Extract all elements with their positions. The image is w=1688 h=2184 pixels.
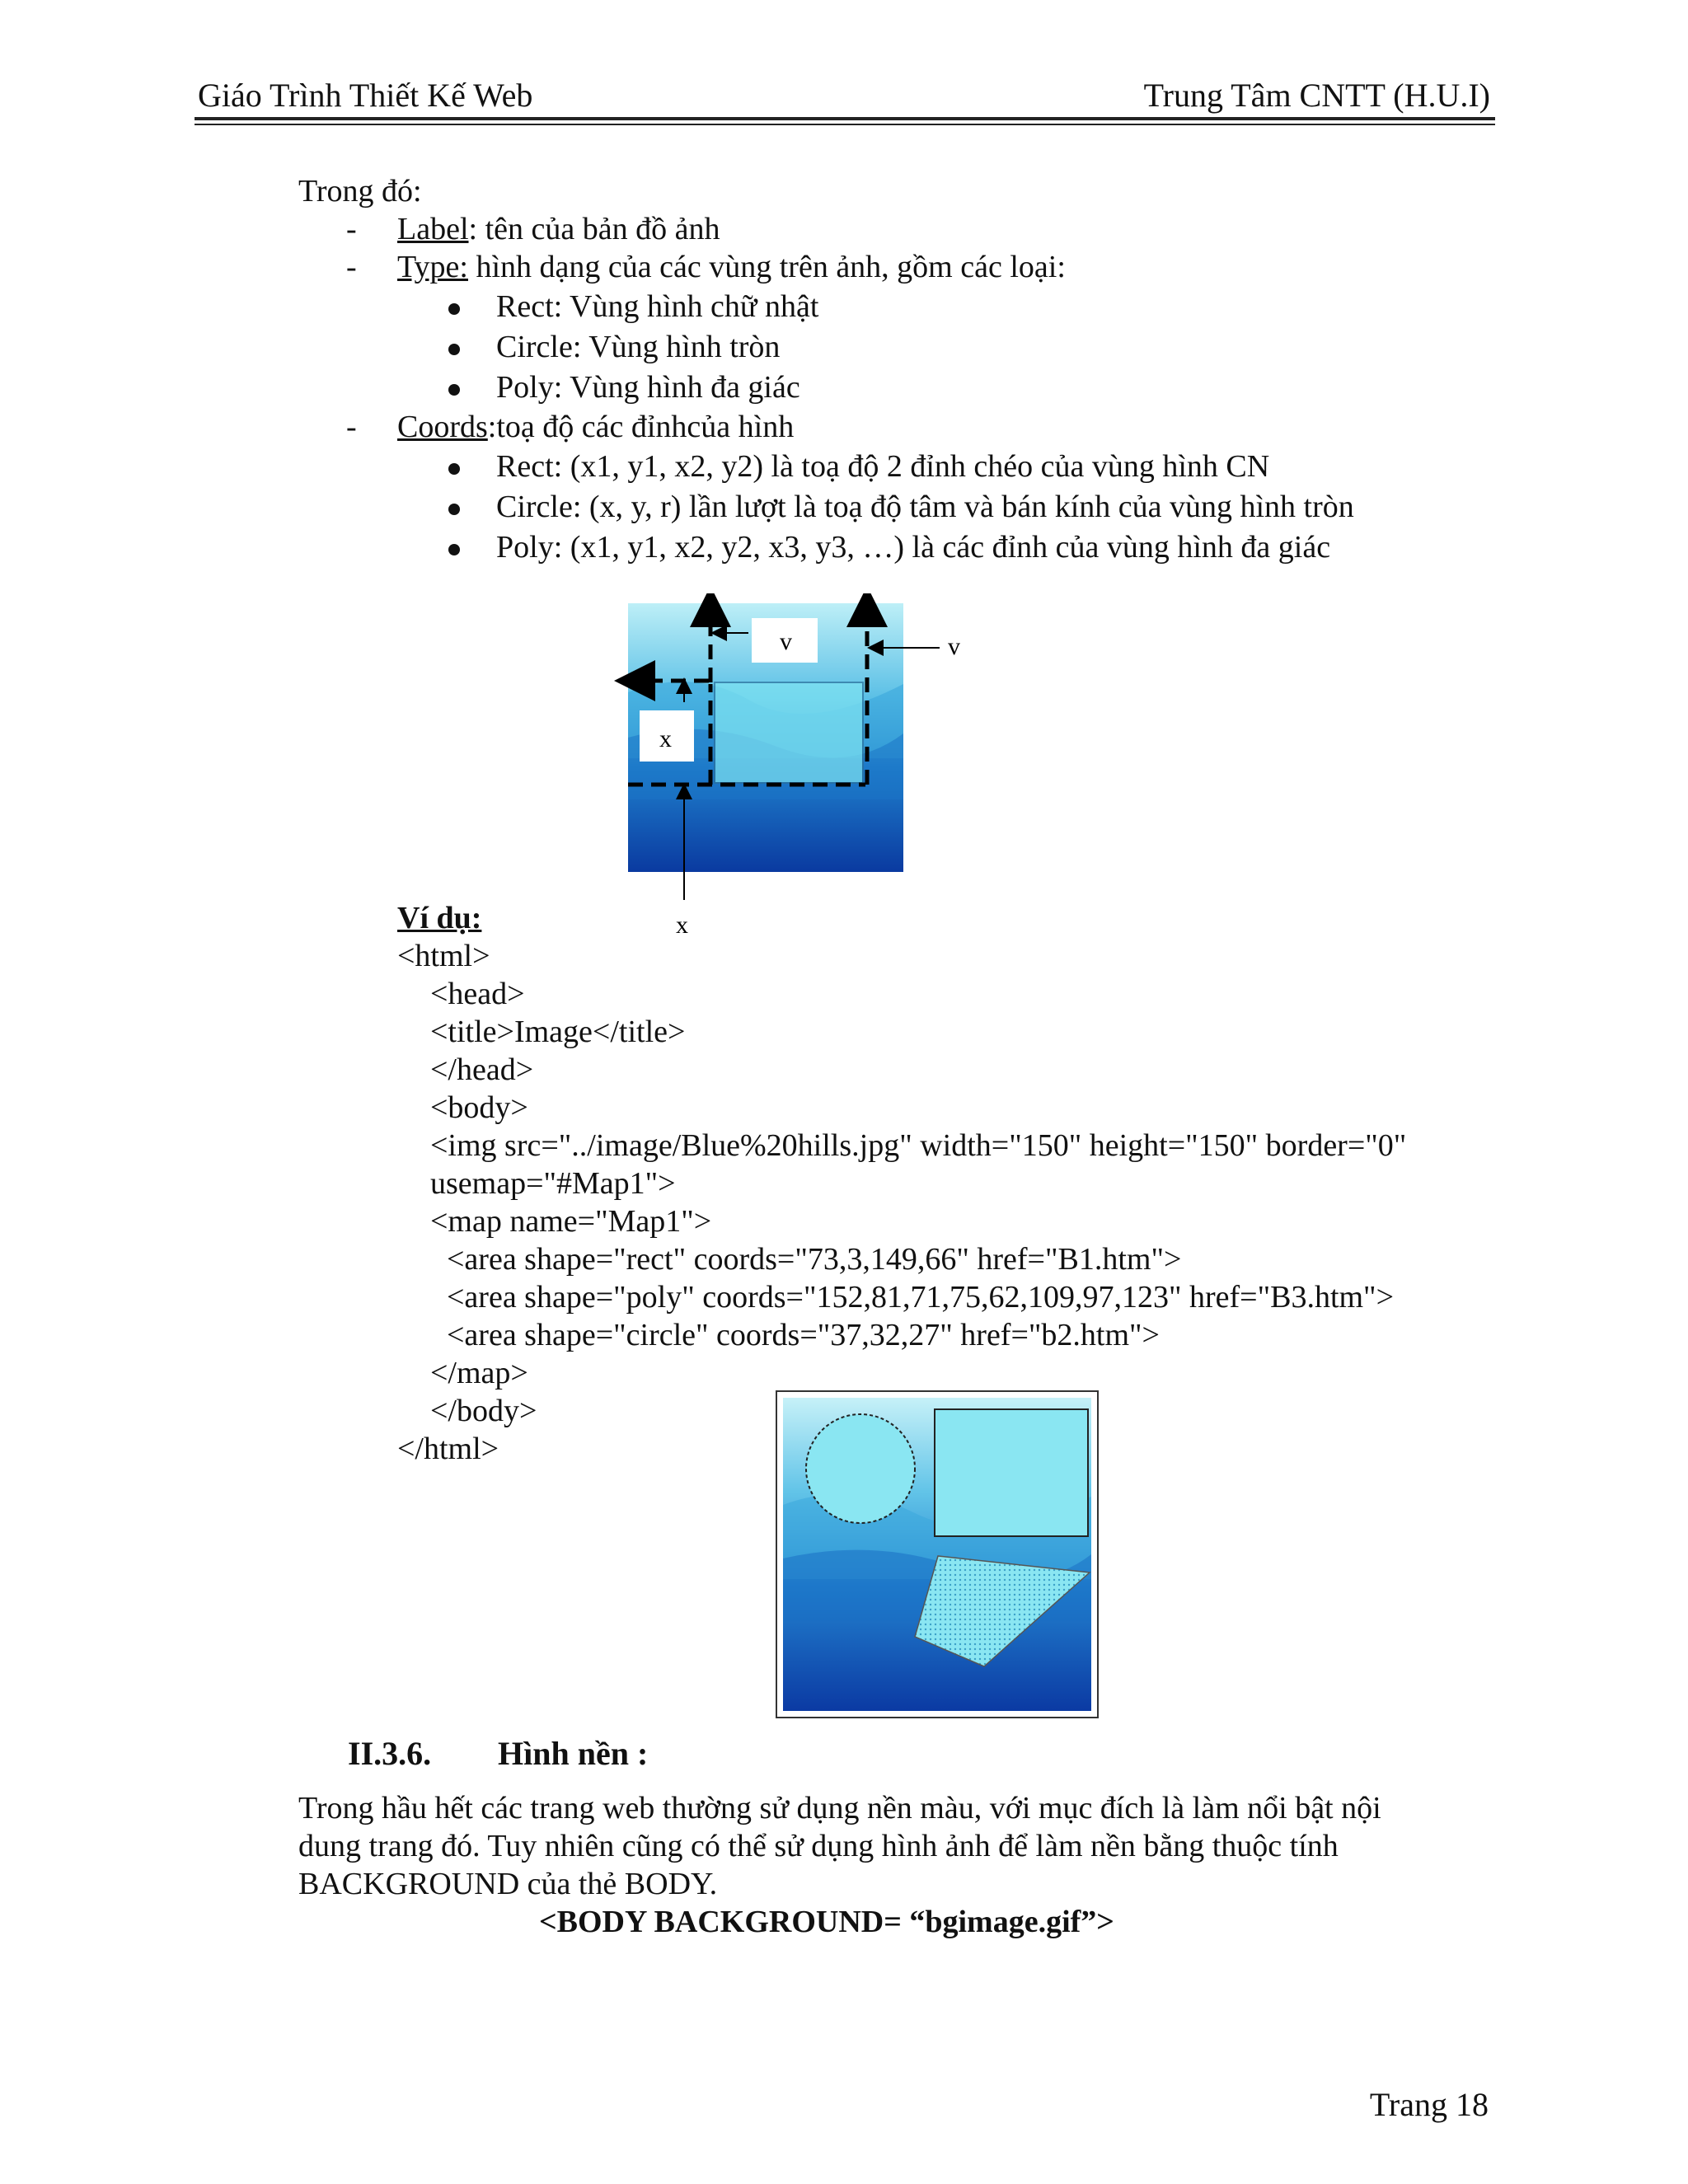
desc-coords: :toạ độ các đỉnhcủa hình [487,410,795,444]
paragraph-line: BACKGROUND của thẻ BODY. [298,1867,718,1901]
bullet-dot [448,504,460,515]
section-title: Hình nền : [498,1735,649,1772]
code-line: </html> [397,1432,499,1466]
item-type [397,251,1066,285]
page-number: Trang 18 [1369,2086,1489,2123]
code-line: <img src="../image/Blue%20hills.jpg" width="150" height="150" border="0" [430,1128,1407,1163]
coords-bullet-circle: Circle: (x, y, r) lần lượt là toạ độ tâm và bán kính của vùng hình tròn [496,490,1354,524]
code-example: <BODY BACKGROUND= “bgimage.gif”> [539,1905,1114,1939]
coords-bullet-poly: Poly: (x1, y1, x2, y2, x3, y3, …) là các đỉnh của vùng hình đa giác [496,530,1331,565]
bullet-dot [448,463,460,475]
dash-coords: - [346,410,357,444]
code-line: <head> [430,977,525,1011]
code-line: <title>Image</title> [430,1015,686,1049]
imagemap-figure [775,1390,1100,1719]
example-label: Ví dụ: [397,901,482,935]
code-line: usemap="#Map1"> [430,1166,676,1201]
header-divider-thin [195,124,1495,125]
desc-type: hình dạng của các vùng trên ảnh, gồm các loại: [467,250,1066,284]
type-bullet-rect: Rect: Vùng hình chữ nhật [496,289,819,324]
section-number: II.3.6. [348,1735,432,1772]
item-coords [397,410,794,445]
code-line: </map> [430,1356,528,1390]
term-label: Label [397,212,469,246]
header-left: Giáo Trình Thiết Kế Web [198,77,533,114]
code-line: <body> [430,1090,528,1125]
circle-region [806,1414,915,1523]
coords-bullet-rect: Rect: (x1, y1, x2, y2) là toạ độ 2 đỉnh chéo của vùng hình CN [496,449,1270,484]
code-line: <area shape="circle" coords="37,32,27" href="b2.htm"> [447,1318,1160,1352]
header-divider [195,117,1495,120]
dash-label: - [346,212,357,246]
coords-diagram [610,593,989,940]
paragraph-line: Trong hầu hết các trang web thường sử dụng nền màu, với mục đích là làm nổi bật nội [298,1791,1381,1825]
bullet-dot [448,384,460,396]
rect-region [715,682,863,783]
code-line: <area shape="poly" coords="152,81,71,75,62,109,97,123" href="B3.htm"> [447,1280,1394,1315]
bullet-dot [448,303,460,315]
term-type: Type: [397,250,468,284]
label-x-outer: x [676,912,688,939]
label-x-inner: x [659,725,672,752]
label-y-inner: v [780,628,792,655]
code-line: <area shape="rect" coords="73,3,149,66" href="B1.htm"> [447,1242,1182,1277]
paragraph-line: dung trang đó. Tuy nhiên cũng có thể sử dụng hình ảnh để làm nền bằng thuộc tính [298,1829,1339,1863]
label-y-outer: v [948,633,960,660]
item-label [397,213,720,247]
type-bullet-circle: Circle: Vùng hình tròn [496,330,781,364]
rect-region [935,1409,1088,1536]
term-coords: Coords [397,410,488,444]
code-line: <map name="Map1"> [430,1204,712,1239]
dash-type: - [346,250,357,284]
code-line: <html> [397,939,490,973]
desc-label: : tên của bản đồ ảnh [468,212,720,246]
code-line: </body> [430,1394,537,1428]
intro-text: Trong đó: [298,174,422,209]
type-bullet-poly: Poly: Vùng hình đa giác [496,370,800,405]
bullet-dot [448,544,460,555]
header-right: Trung Tâm CNTT (H.U.I) [1143,77,1490,114]
bullet-dot [448,344,460,355]
code-line: </head> [430,1052,534,1087]
